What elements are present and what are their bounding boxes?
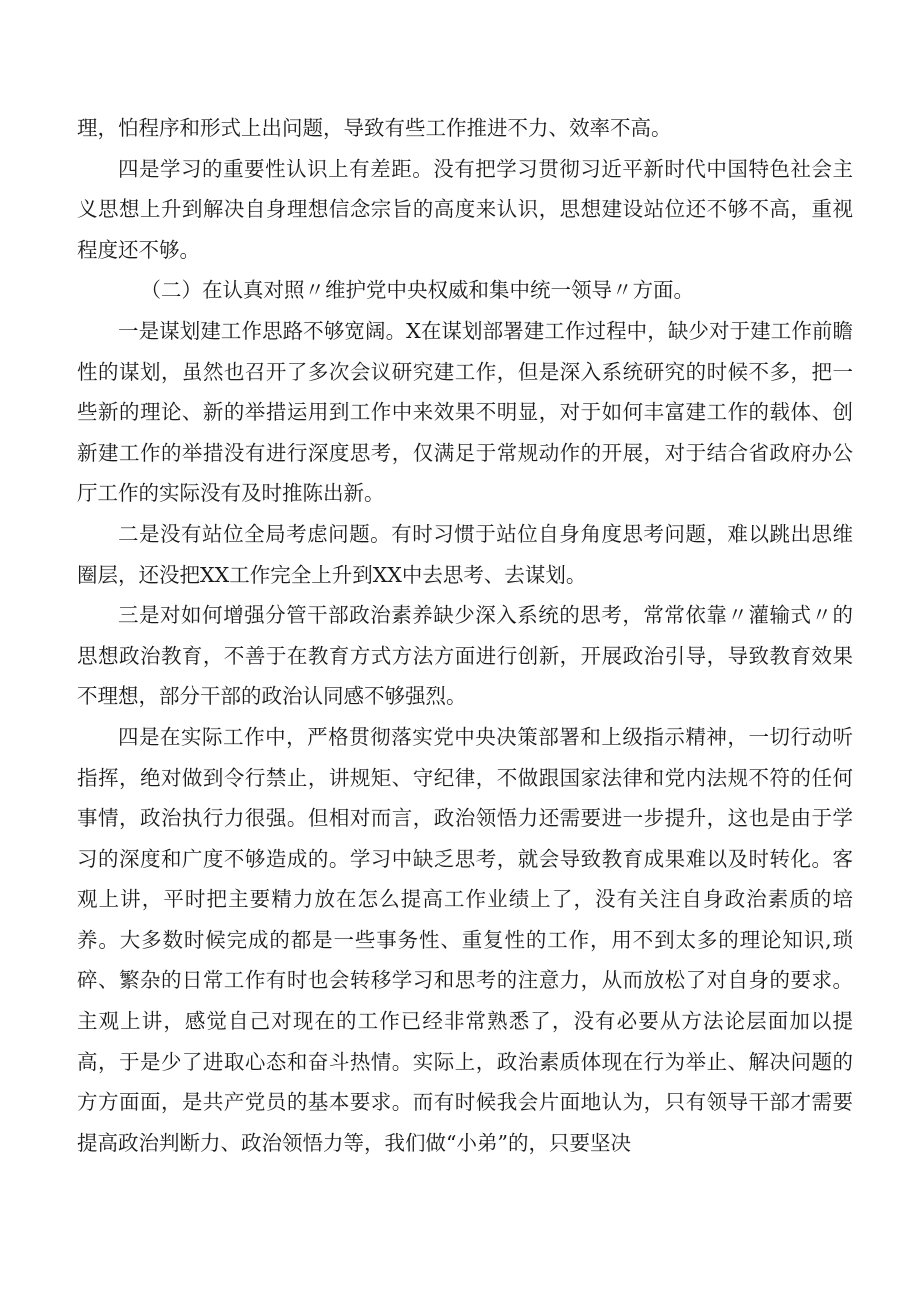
document-body [77, 108, 853, 1163]
section-heading-2: （二）在认真对照〃维护党中央权威和集中统一领导〃方面。 [140, 278, 695, 303]
paragraph-point-two-overall: 二是没有站位全局考虑问题。有时习惯于站位自身角度思考问题，难以跳出思维圈层，还没把XX工作完全上升到XX中去思考、去谋划。 [77, 521, 853, 587]
paragraph-point-four-practice: 四是在实际工作中，严格贯彻落实党中央决策部署和上级指示精神，一切行动听指挥，绝对做到令行禁止，讲规矩、守纪律，不做跟国家法律和党内法规不符的任何事情，政治执行力很强。但相对而言，政治领悟力还需要进一步提升，这也是由于学习的深度和广度不够造成的。学习中缺乏思考，就会导致教育成果难以及时转化。客观上讲，平时把主要精力放在怎么提高工作业绩上了，没有关注自身政治素质的培养。大多数时候完成的都是一些事务性、重复性的工作，用不到太多的理论知识,琐碎、繁杂的日常工作有时也会转移学习和思考的注意力，从而放松了对自身的要求。主观上讲，感觉自己对现在的工作已经非常熟悉了，没有必要从方法论层面加以提高，于是少了进取心态和奋斗热情。实际上，政治素质体现在行为举止、解决问题的方方面面，是共产党员的基本要求。而有时候我会片面地认为，只有领导干部才需要提高政治判断力、政治领悟力等，我们做“小弟”的，只要坚决 [77, 724, 853, 1155]
paragraph-continuation: 理，怕程序和形式上出问题，导致有些工作推进不力、效率不高。 [77, 116, 672, 140]
paragraph-point-one-planning: 一是谋划建工作思路不够宽阔。X在谋划部署建工作过程中，缺少对于建工作前瞻性的谋划，虽然也召开了多次会议研究建工作，但是深入系统研究的时候不多，把一些新的理论、新的举措运用到工作中来效果不明显，对于如何丰富建工作的载体、创新建工作的举措没有进行深度思考，仅满足于常规动作的开展，对于结合省政府办公厅工作的实际没有及时推陈出新。 [77, 318, 853, 506]
paragraph-point-three-political: 三是对如何增强分管干部政治素养缺少深入系统的思考，常常依靠〃灌输式〃的思想政治教育，不善于在教育方式方法方面进行创新，开展政治引导，导致教育效果不理想，部分干部的政治认同感不够强烈。 [77, 603, 853, 709]
paragraph-point-four-study: 四是学习的重要性认识上有差距。没有把学习贯彻习近平新时代中国特色社会主义思想上升到解决自身理想信念宗旨的高度来认识，思想建设站位还不够不高，重视程度还不够。 [77, 156, 853, 262]
